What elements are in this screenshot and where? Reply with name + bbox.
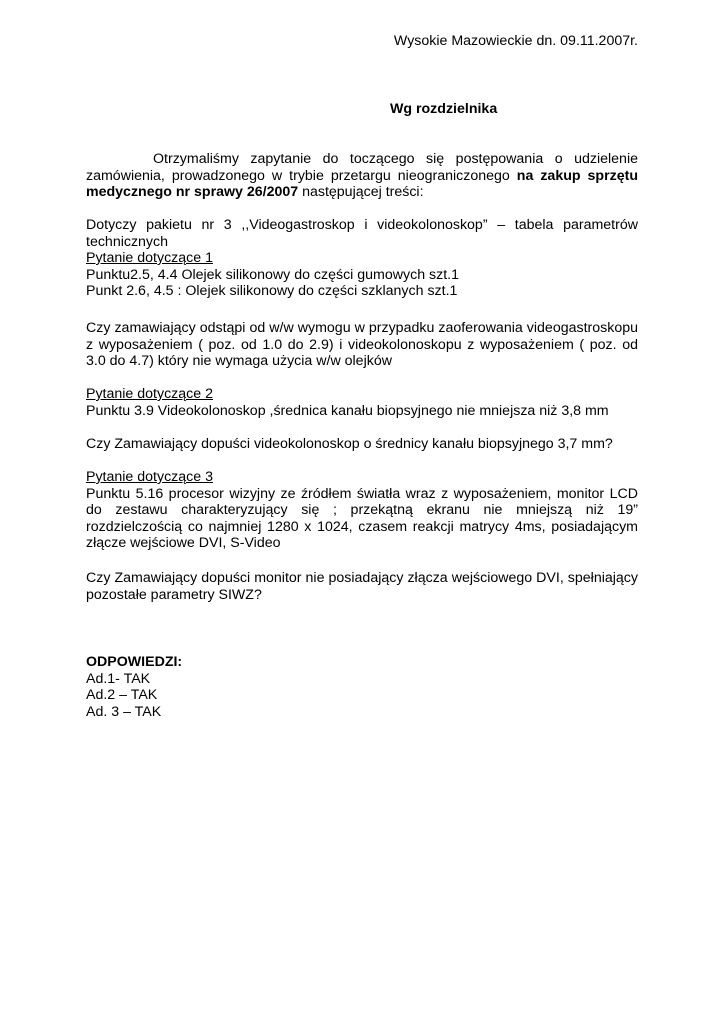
question-1-heading: Pytanie dotyczące 1 bbox=[86, 250, 213, 266]
intro-text-b: następującej treści: bbox=[298, 184, 424, 200]
intro-text-a: Otrzymaliśmy zapytanie do toczącego się postępowania o udzielenie zamówienia, prowadzonego w trybie przetargu nieograniczonego bbox=[86, 151, 638, 184]
answer-3: Ad. 3 – TAK bbox=[86, 703, 162, 720]
question-3-section bbox=[86, 469, 638, 552]
question-3-text: Czy Zamawiający dopuści monitor nie posiadający złącza wejściowego DVI, spełniający pozostałe parametry SIWZ? bbox=[86, 570, 638, 603]
question-2-heading: Pytanie dotyczące 2 bbox=[86, 386, 213, 402]
answer-2: Ad.2 – TAK bbox=[86, 687, 158, 703]
addressee: Wg rozdzielnika bbox=[390, 101, 498, 117]
answers-heading: ODPOWIEDZI: bbox=[86, 654, 183, 670]
place-date: Wysokie Mazowieckie dn. 09.11.2007r. bbox=[393, 33, 638, 49]
question-1-line-2: Punkt 2.6, 4.5 : Olejek silikonowy do części szklanych szt.1 bbox=[86, 283, 458, 299]
answers-section bbox=[86, 654, 638, 720]
question-3-line-1: Punktu 5.16 procesor wizyjny ze źródłem światła wraz z wyposażeniem, monitor LCD do zestawu charakteryzujący się ; przekątną ekranu nie mniejszą niż 19” rozdzielczością co najmniej 1280 x 1024, czasem reakcji matrycy 4ms, posiadającym złącze wejściowe DVI, S-Video bbox=[86, 485, 638, 551]
question-2-text: Czy Zamawiający dopuści videokolonoskop o średnicy kanału biopsyjnego 3,7 mm? bbox=[86, 436, 613, 452]
question-1-text: Czy zamawiający odstąpi od w/w wymogu w przypadku zaoferowania videogastroskopu z wyposażeniem ( poz. od 1.0 do 2.9) i videokolonoskopu z wyposażeniem ( poz. od 3.0 do 4.7) który nie wymaga użycia w/w olejków bbox=[86, 320, 638, 369]
intro-paragraph bbox=[86, 151, 638, 201]
question-1-line-1: Punktu2.5, 4.4 Olejek silikonowy do części gumowych szt.1 bbox=[86, 266, 459, 283]
question-2-section bbox=[86, 386, 638, 419]
package-section bbox=[86, 217, 638, 300]
question-2-line-1: Punktu 3.9 Videokolonoskop ,średnica kanału biopsyjnego nie mniejsza niż 3,8 mm bbox=[86, 402, 609, 419]
intro-text-bold: na zakup sprzętu medycznego nr sprawy 26/2007 bbox=[86, 167, 638, 200]
answer-1: Ad.1- TAK bbox=[86, 670, 151, 687]
package-line: Dotyczy pakietu nr 3 ,,Videogastroskop i videokolonoskop” – tabela parametrów technicznych bbox=[86, 217, 638, 250]
question-3-heading: Pytanie dotyczące 3 bbox=[86, 469, 213, 485]
